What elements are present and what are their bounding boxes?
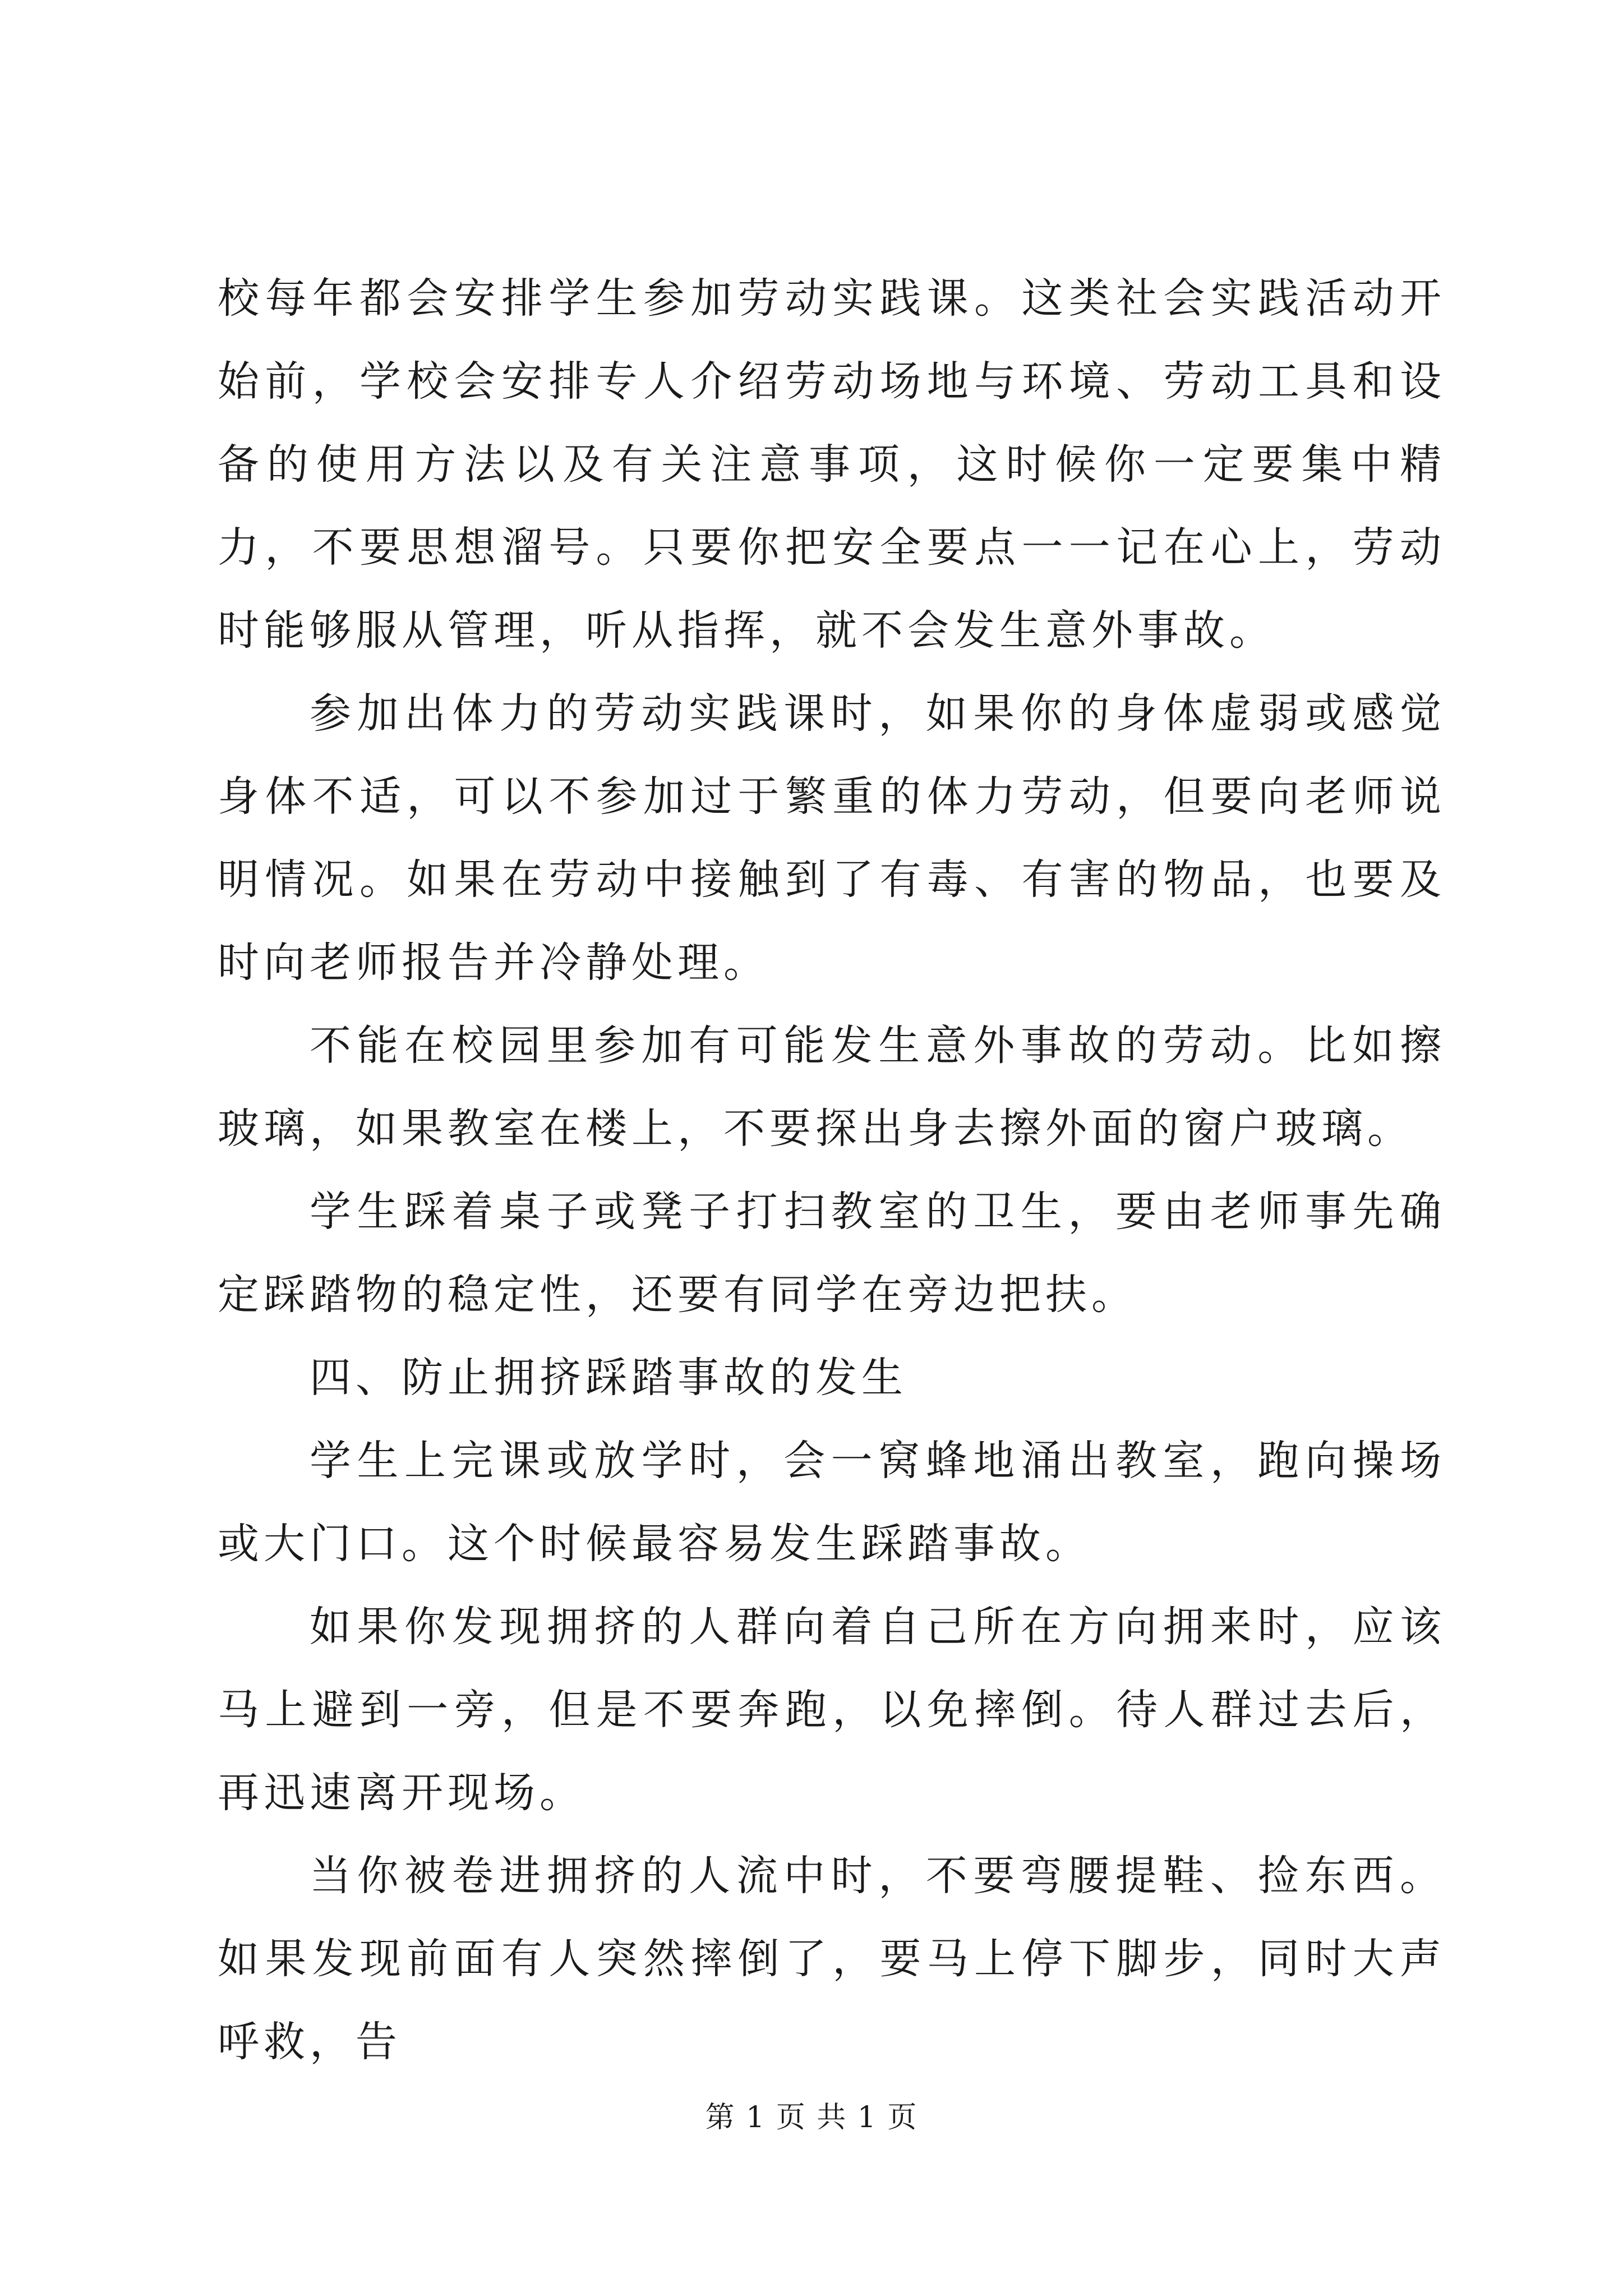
paragraph-5: 学生上完课或放学时，会一窝蜂地涌出教室，跑向操场或大门口。这个时候最容易发生踩踏事故。 (218, 1437, 1446, 1568)
paragraph-7: 当你被卷进拥挤的人流中时，不要弯腰提鞋、捡东西。如果发现前面有人突然摔倒了，要马上停下脚步，同时大声呼救，告 (218, 1852, 1446, 2066)
section-heading: 四、防止拥挤踩踏事故的发生 (310, 1354, 907, 1402)
paragraph-1: 校每年都会安排学生参加劳动实践课。这类社会实践活动开始前，学校会安排专人介绍劳动场地与环境、劳动工具和设备的使用方法以及有关注意事项，这时候你一定要集中精力，不要思想溜号。只要你把安全要点一一记在心上，劳动时能够服从管理，听从指挥，就不会发生意外事故。 (218, 274, 1446, 655)
paragraph-2: 参加出体力的劳动实践课时，如果你的身体虚弱或感觉身体不适，可以不参加过于繁重的体力劳动，但要向老师说明情况。如果在劳动中接触到了有毒、有害的物品，也要及时向老师报告并冷静处理。 (218, 689, 1446, 987)
document-body (218, 257, 1446, 2083)
paragraph-3: 不能在校园里参加有可能发生意外事故的劳动。比如擦玻璃，如果教室在楼上，不要探出身去擦外面的窗户玻璃。 (218, 1022, 1446, 1153)
paragraph-4: 学生踩着桌子或凳子打扫教室的卫生，要由老师事先确定踩踏物的稳定性，还要有同学在旁边把扶。 (218, 1188, 1446, 1319)
paragraph-6: 如果你发现拥挤的人群向着自己所在方向拥来时，应该马上避到一旁，但是不要奔跑，以免摔倒。待人群过去后，再迅速离开现场。 (218, 1603, 1446, 1817)
page-footer: 第 1 页 共 1 页 (705, 2101, 918, 2134)
